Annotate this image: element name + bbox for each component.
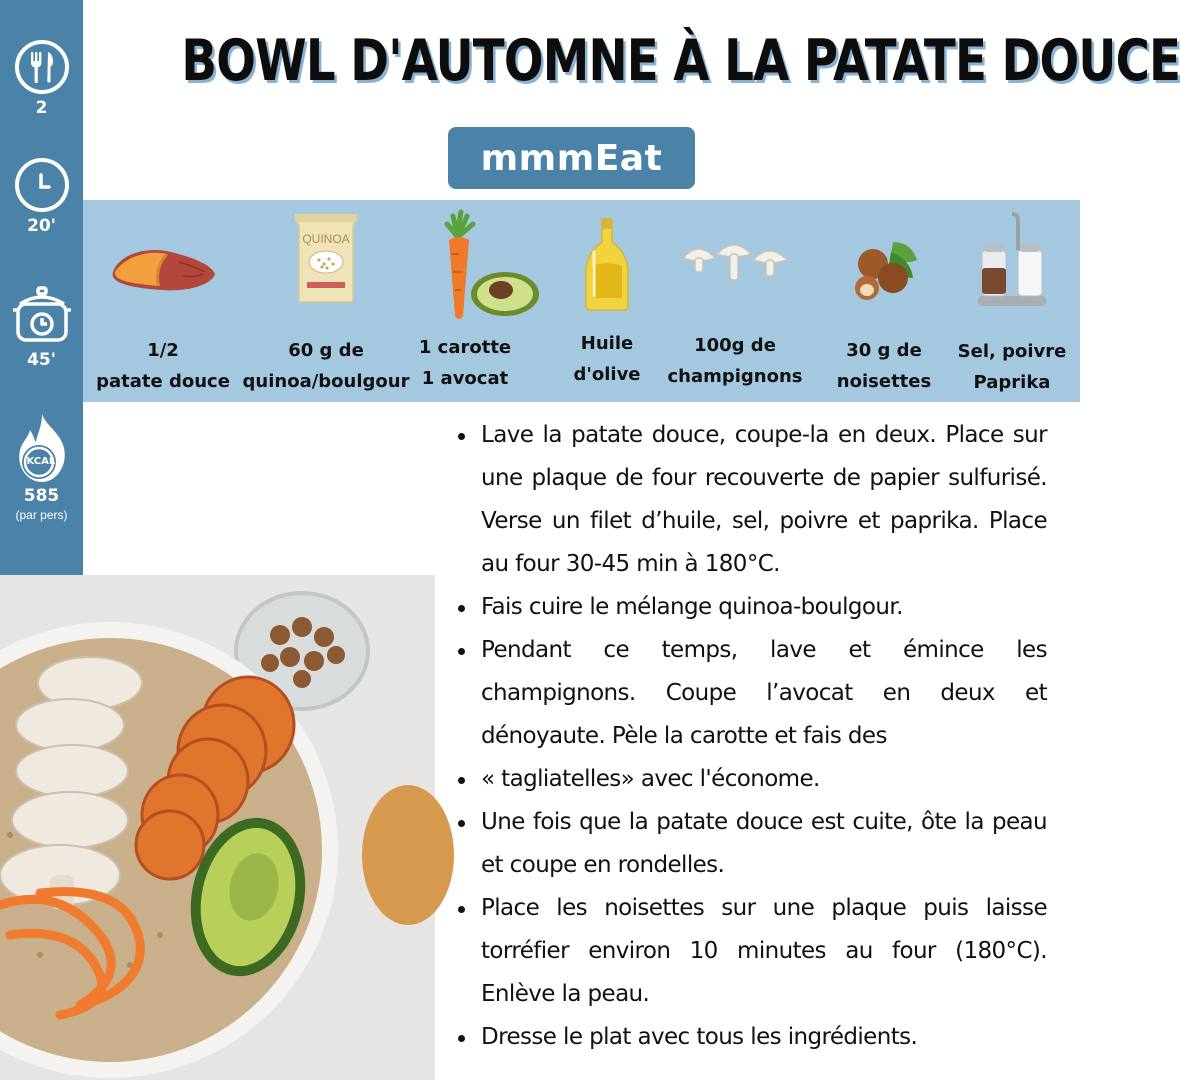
step-item: Place les noisettes sur une plaque puis laisse torréfier environ 10 minutes au four (180°C). Enlève la peau. bbox=[455, 887, 1047, 1016]
calories-unit: (par pers) bbox=[15, 508, 68, 522]
salt-pepper-shakers-icon bbox=[976, 210, 1048, 315]
ingredients-band bbox=[83, 200, 1080, 402]
ingredient-item bbox=[241, 200, 411, 402]
ingredient-line2: champignons bbox=[667, 366, 803, 387]
prep-time-value: 20' bbox=[27, 216, 56, 236]
carrot-avocado-icon bbox=[431, 210, 539, 329]
ingredient-item bbox=[415, 200, 515, 402]
brand-logo: mmmEat bbox=[448, 127, 695, 189]
ingredient-line1: 1/2 bbox=[147, 340, 179, 361]
recipe-title: BOWL D'AUTOMNE À LA PATATE DOUCE bbox=[181, 28, 1180, 94]
ingredient-line1: Sel, poivre bbox=[957, 341, 1067, 362]
ingredient-item bbox=[93, 200, 233, 402]
hazelnuts-icon bbox=[849, 238, 919, 307]
step-item: Lave la patate douce, coupe-la en deux. Place sur une plaque de four recouverte de papier sulfurisé. Verse un filet d’huile, sel, poivre et paprika. Place au four 30-45 min à 180°C. bbox=[455, 414, 1047, 586]
recipe-steps bbox=[455, 414, 1047, 1059]
ingredient-line2: Paprika bbox=[973, 372, 1051, 393]
calories-value: 585 bbox=[23, 486, 60, 506]
servings-value: 2 bbox=[35, 98, 48, 118]
ingredient-item bbox=[821, 200, 947, 402]
kcal-badge: KCAL bbox=[26, 456, 56, 467]
quinoa-bag-icon bbox=[293, 212, 359, 313]
ingredient-item bbox=[947, 200, 1077, 402]
servings-stat bbox=[0, 40, 83, 118]
recipe-info-sidebar bbox=[0, 0, 83, 612]
olive-oil-bottle-icon bbox=[582, 216, 632, 315]
ingredient-line2: d'olive bbox=[573, 364, 641, 385]
ingredient-line1: 100g de bbox=[694, 335, 776, 356]
bowl-photo bbox=[0, 575, 435, 1080]
ingredient-line2: noisettes bbox=[836, 371, 932, 392]
step-item: Fais cuire le mélange quinoa-boulgour. bbox=[455, 586, 1047, 629]
fork-knife-icon bbox=[15, 40, 69, 94]
mushrooms-icon bbox=[681, 240, 789, 291]
prep-time-stat bbox=[0, 158, 83, 236]
step-item: « tagliatelles» avec l'économe. bbox=[455, 758, 1047, 801]
calories-stat bbox=[0, 410, 83, 522]
cook-time-value: 45' bbox=[27, 350, 56, 370]
ingredient-line2: quinoa/boulgour bbox=[242, 371, 410, 392]
step-item: Pendant ce temps, lave et émince les champignons. Coupe l’avocat en deux et dénoyaute. Pèle la carotte et fais des bbox=[455, 629, 1047, 758]
kcal-flame-icon bbox=[9, 410, 75, 486]
ingredient-item bbox=[567, 200, 647, 402]
ingredient-line1: 30 g de bbox=[846, 340, 922, 361]
sweet-potato-icon bbox=[107, 242, 219, 303]
ingredient-line2: patate douce bbox=[96, 371, 230, 392]
step-item: Dresse le plat avec tous les ingrédients. bbox=[455, 1016, 1047, 1059]
ingredient-line1: 60 g de bbox=[288, 340, 364, 361]
quinoa-pack-label: QUINOA bbox=[302, 232, 350, 246]
ingredient-line1: Huile bbox=[580, 333, 634, 354]
ingredient-item bbox=[665, 200, 805, 402]
step-item: Une fois que la patate douce est cuite, ôte la peau et coupe en rondelles. bbox=[455, 801, 1047, 887]
cook-time-stat bbox=[0, 282, 83, 370]
ingredient-line1: 1 carotte bbox=[418, 337, 512, 358]
clock-icon bbox=[15, 158, 69, 212]
cooking-pot-icon bbox=[10, 282, 74, 346]
ingredient-line2: 1 avocat bbox=[421, 368, 509, 389]
